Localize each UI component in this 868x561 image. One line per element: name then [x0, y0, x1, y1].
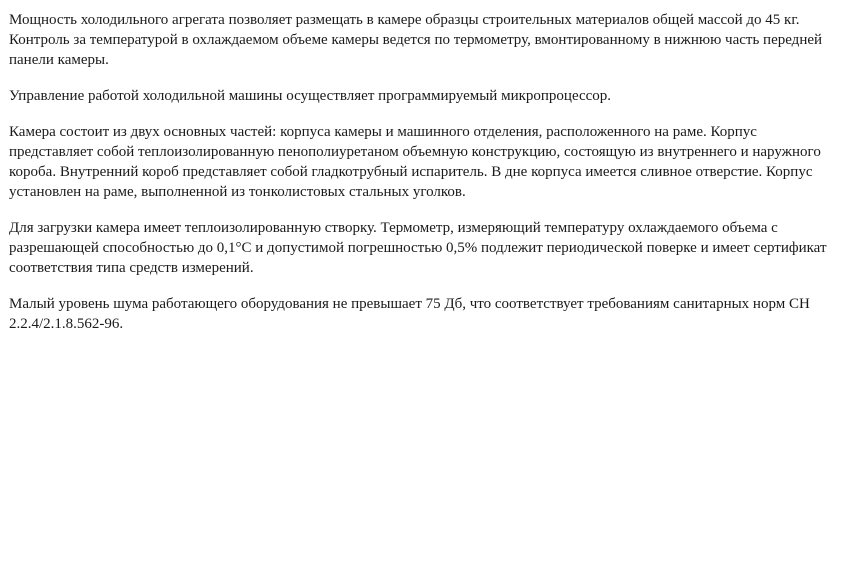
paragraph-noise: Малый уровень шума работающего оборудования не превышает 75 Дб, что соответствует требованиям санитарных норм СН 2.2.4/2.1.8.562-96.: [9, 296, 810, 332]
paragraph-control: Управление работой холодильной машины осуществляет программируемый микропроцессор.: [9, 88, 612, 104]
paragraph-capacity: Мощность холодильного агрегата позволяет размещать в камере образцы строительных материалов общей массой до 45 кг. Контроль за температурой в охлаждаемом объеме камеры ведется по термометру, вмонтированному в нижнюю часть передней панели камеры.: [9, 12, 823, 68]
paragraph-loading: Для загрузки камера имеет теплоизолированную створку. Термометр, измеряющий температуру охлаждаемого объема с разрешающей способностью до 0,1°С и допустимой погрешностью 0,5% подлежит периодической поверке и имеет сертификат соответствия типа средств измерений.: [9, 220, 827, 276]
paragraph-construction: Камера состоит из двух основных частей: корпуса камеры и машинного отделения, расположенного на раме. Корпус представляет собой теплоизолированную пенополиуретаном объемную конструкцию, состоящую из внутреннего и наружного короба. Внутренний короб представляет собой гладкотрубный испаритель. В дне корпуса имеется сливное отверстие. Корпус установлен на раме, выполненной из тонколистовых стальных уголков.: [9, 124, 821, 200]
